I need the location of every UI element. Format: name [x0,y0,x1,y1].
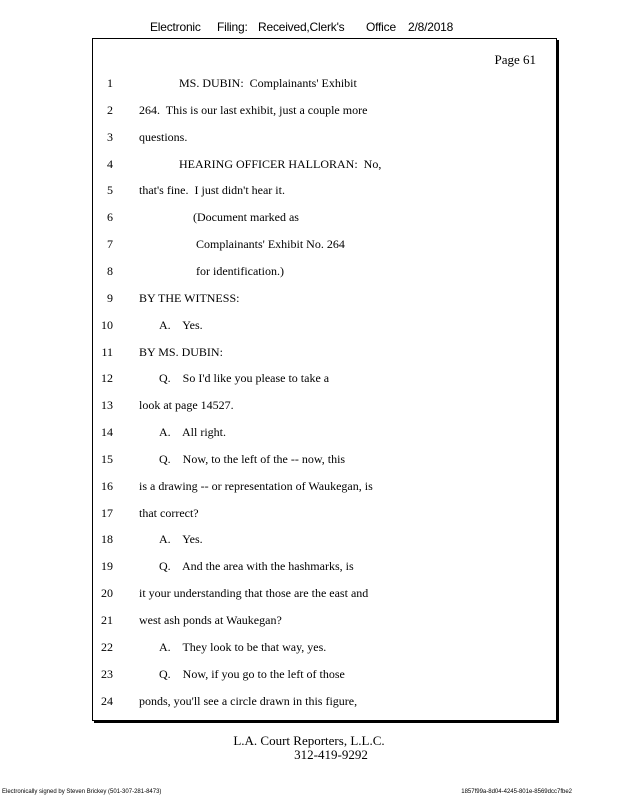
line-text: questions. [139,129,188,144]
page-number: Page 61 [494,52,536,67]
line-number: 1 [107,76,113,90]
line-text: Q. And the area with the hashmarks, is [159,559,354,574]
line-text: it your understanding that those are the east and [139,586,369,601]
line-text: A. They look to be that way, yes. [159,639,327,654]
line-number: 24 [101,693,113,708]
transcript-line [93,154,556,174]
line-number: 4 [107,156,113,171]
line-number: 19 [101,559,113,574]
transcript-line [93,368,556,388]
footer-phone: 312-419-9292 [294,747,368,762]
line-number: 20 [101,586,113,601]
transcript-line [93,100,556,120]
transcript-line [93,288,556,308]
transcript-line [93,234,556,254]
transcript-line [93,449,556,469]
transcript-line [93,342,556,362]
line-number: 18 [101,532,113,547]
document-hash: 1857f99a-8d04-4245-801e-8569dcc7fbe2 [461,789,572,795]
footer [0,734,618,762]
transcript-line [93,610,556,630]
transcript-page [92,38,557,721]
transcript-line [93,315,556,335]
transcript-line [93,529,556,549]
line-text: Q. So I'd like you please to take a [159,371,330,386]
line-number: 5 [107,183,113,198]
line-text: BY MS. DUBIN: [139,344,223,359]
header-received: Received,Clerk's [258,20,345,34]
transcript-line [93,664,556,684]
line-text: HEARING OFFICER HALLORAN: No, [179,156,382,171]
header-date: 2/8/2018 [408,20,454,34]
line-number: 12 [101,371,113,386]
line-text: A. Yes. [159,532,203,547]
header-filing: Filing: [217,20,248,34]
line-text: MS. DUBIN: Complainants' Exhibit [179,76,357,90]
line-number: 13 [101,398,113,413]
line-number: 22 [101,639,113,654]
line-text: that's fine. I just didn't hear it. [139,183,285,198]
line-number: 21 [101,613,113,627]
line-text: that correct? [139,505,199,520]
line-number: 15 [101,451,113,466]
line-number: 7 [107,237,113,252]
transcript-line [93,395,556,415]
line-text: is a drawing -- or representation of Waukegan, is [139,478,373,493]
line-text: for identification.) [196,263,284,278]
line-text: Q. Now, to the left of the -- now, this [159,451,346,466]
line-text: west ash ponds at Waukegan? [139,613,282,627]
line-text: (Document marked as [193,210,299,225]
line-number: 2 [107,102,113,117]
line-number: 9 [107,290,113,305]
line-text: 264. This is our last exhibit, just a couple more [139,102,368,117]
transcript-line [93,207,556,227]
transcript-line [93,637,556,657]
header-electronic: Electronic [150,20,201,34]
line-number: 17 [101,505,113,520]
e-signature-note: Electronically signed by Steven Brickey (501-307-281-8473) [2,789,162,795]
transcript-line [93,503,556,523]
line-text: Q. Now, if you go to the left of those [159,666,345,681]
line-number: 11 [101,344,113,359]
transcript-line [93,556,556,576]
line-number: 23 [101,666,113,681]
line-text: A. All right. [159,425,227,440]
footer-company: L.A. Court Reporters, L.L.C. [233,733,385,748]
line-number: 16 [101,478,113,493]
line-number: 10 [101,317,113,332]
transcript-line [93,422,556,442]
line-text: A. Yes. [159,317,203,332]
line-text: look at page 14527. [139,398,234,413]
transcript-line [93,691,556,711]
header-office: Office [366,20,396,34]
transcript-line [93,583,556,603]
transcript-line [93,73,556,93]
line-number: 6 [107,210,113,225]
line-text: Complainants' Exhibit No. 264 [196,237,345,252]
line-text: ponds, you'll see a circle drawn in this figure, [139,693,358,708]
transcript-line [93,180,556,200]
line-number: 14 [101,425,113,440]
line-number: 3 [107,129,113,144]
line-number: 8 [107,263,113,278]
transcript-line [93,127,556,147]
transcript-line [93,476,556,496]
transcript-line [93,261,556,281]
line-text: BY THE WITNESS: [139,290,240,305]
